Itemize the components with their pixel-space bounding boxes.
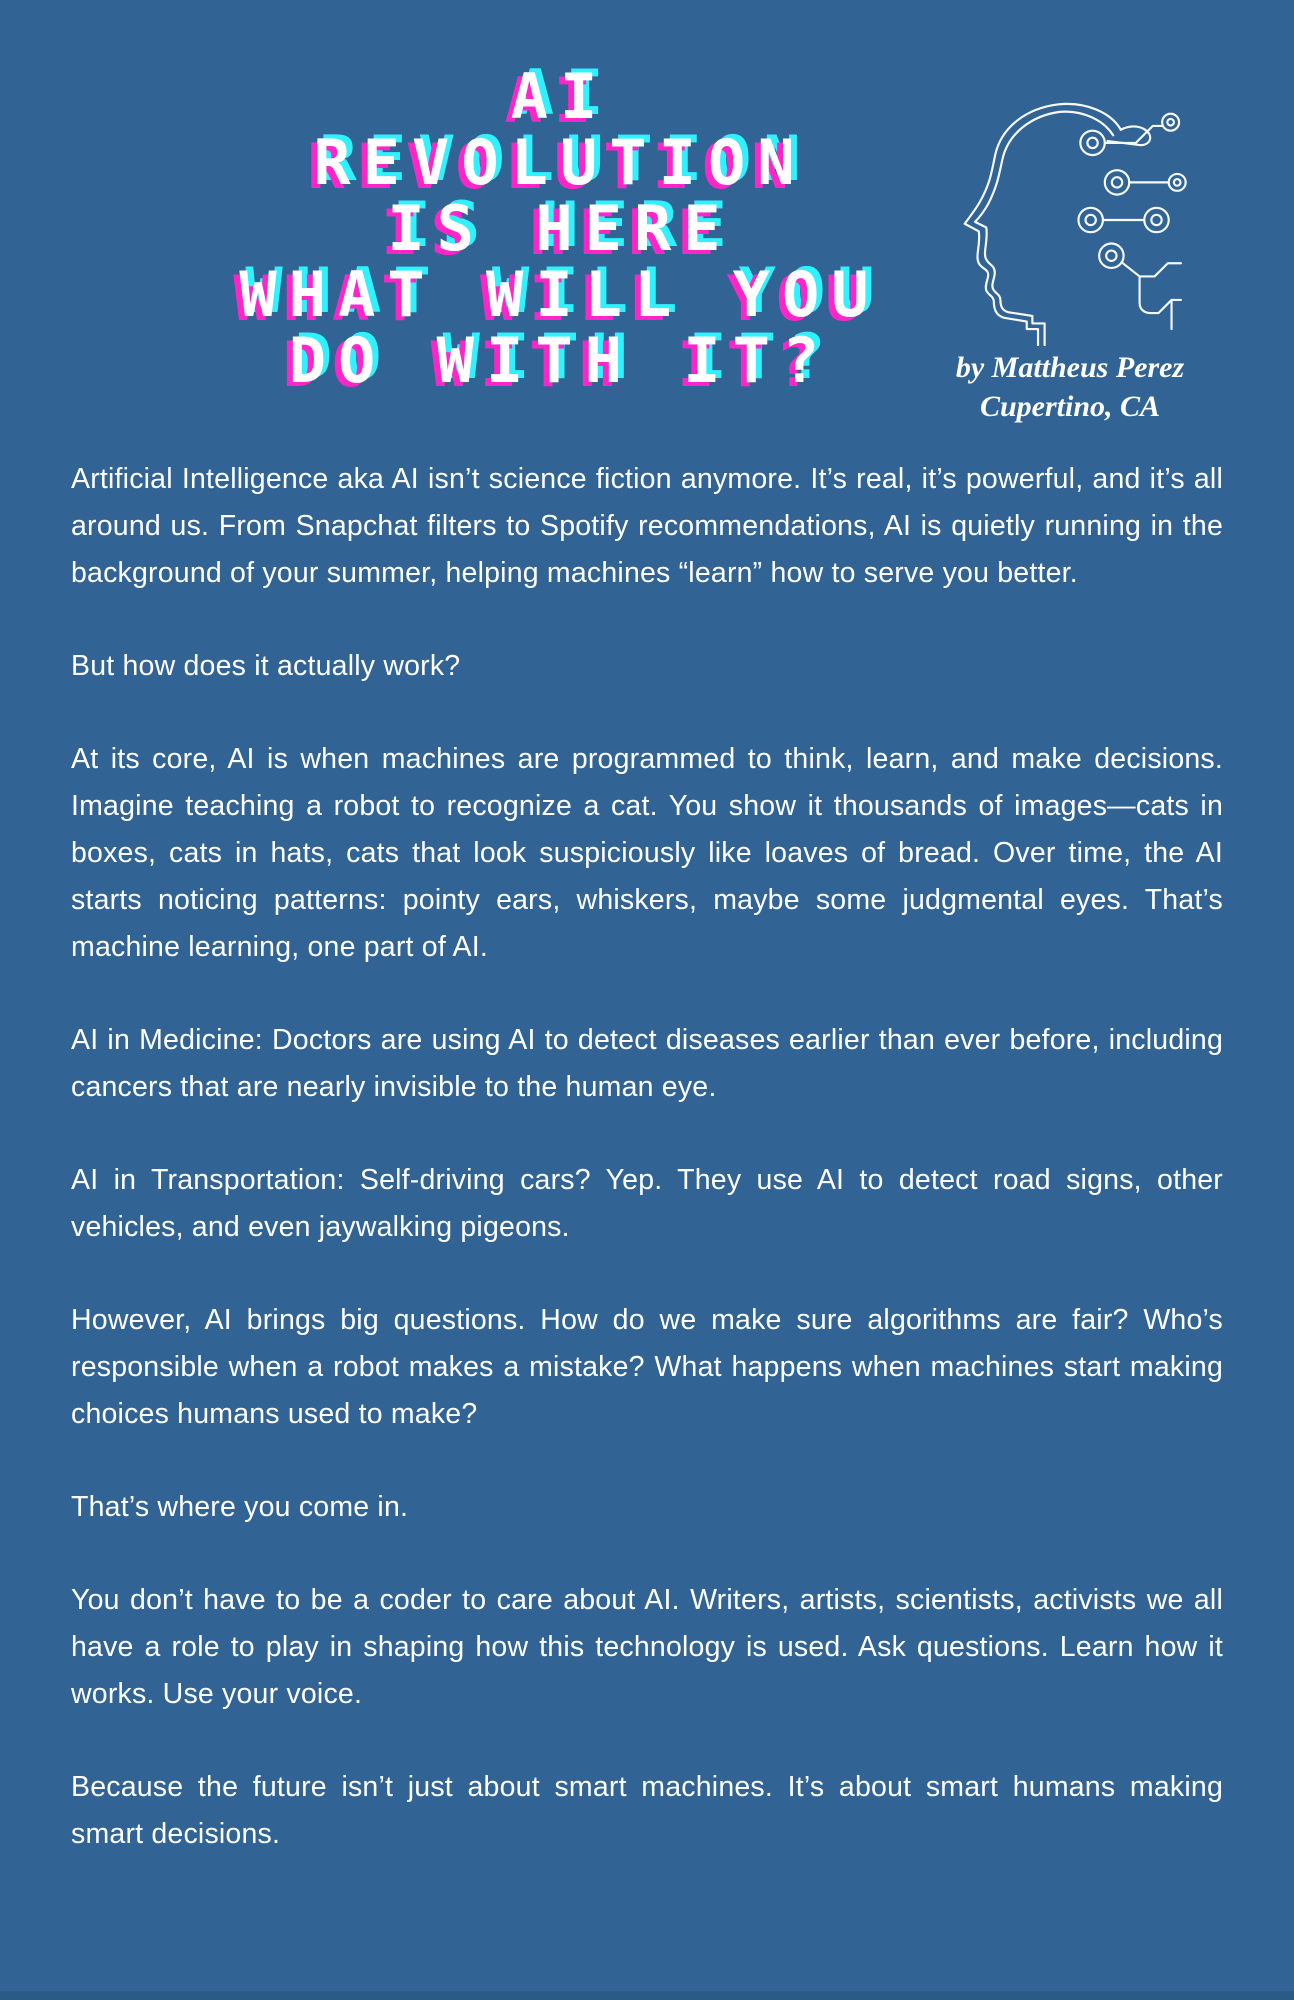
article-paragraph: AI in Medicine: Doctors are using AI to detect diseases earlier than ever before, including cancers that are nearly invisible to the human eye. — [71, 1024, 1223, 1103]
article-paragraph: Because the future isn’t just about smart machines. It’s about smart humans making smart decisions. — [71, 1771, 1223, 1850]
title-line: IS HERE — [387, 192, 733, 265]
article-paragraph: That’s where you come in. — [71, 1491, 409, 1523]
article-paragraph: AI in Transportation: Self-driving cars? Yep. They use AI to detect road signs, other vehicles, and even jaywalking pigeons. — [71, 1164, 1223, 1243]
article-body — [71, 456, 1223, 1904]
title-line: DO WITH IT? — [288, 324, 832, 397]
author-block — [915, 94, 1225, 426]
title-line: WHAT WILL YOU — [239, 258, 881, 331]
article-paragraph: But how does it actually work? — [71, 650, 461, 682]
article-paragraph: Artificial Intelligence aka AI isn’t science fiction anymore. It’s real, it’s powerful, and it’s all around us. From Snapchat filters to Spotify recommendations, AI is quietly running in the background of your summer, helping machines “learn” how to serve you better. — [71, 463, 1223, 589]
ai-head-circuit-icon — [946, 94, 1194, 346]
title-line: AI — [510, 60, 610, 133]
title-line: REVOLUTION — [313, 126, 807, 199]
article-paragraph: However, AI brings big questions. How do we make sure algorithms are fair? Who’s responsible when a robot makes a mistake? What happens when machines start making choices humans used to make? — [71, 1304, 1223, 1430]
article-paragraph: You don’t have to be a coder to care about AI. Writers, artists, scientists, activists we all have a role to play in shaping how this technology is used. Ask questions. Learn how it works. Use your voice. — [71, 1584, 1223, 1710]
article-paragraph: At its core, AI is when machines are programmed to think, learn, and make decisions. Imagine teaching a robot to recognize a cat. You show it thousands of images—cats in boxes, cats in hats, cats that look suspiciously like loaves of bread. Over time, the AI starts noticing patterns: pointy ears, whiskers, maybe some judgmental eyes. That’s machine learning, one part of AI. — [71, 743, 1223, 963]
byline-location: Cupertino, CA — [979, 390, 1161, 423]
bottom-edge-bar — [0, 1991, 1294, 2000]
byline-author: by Mattheus Perez — [955, 351, 1185, 384]
